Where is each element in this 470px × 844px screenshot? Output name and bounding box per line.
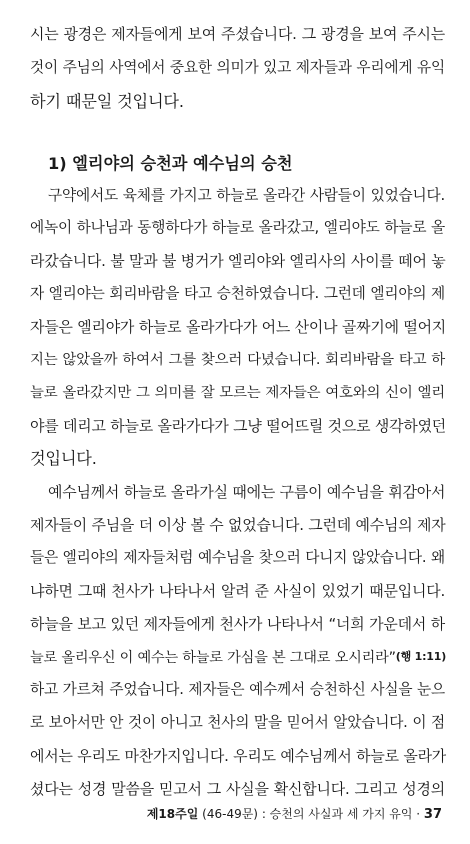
- section-heading: 1) 엘리야의 승천과 예수님의 승천: [48, 154, 293, 173]
- body-text-line: 제자들이 주님을 더 이상 볼 수 없었습니다. 그런데 예수님의 제자: [30, 516, 446, 534]
- body-text-line: 하늘을 보고 있던 제자들에게 천사가 나타나서 “너희 가운데서 하: [30, 615, 445, 633]
- body-text-line: 들은 엘리야의 제자들처럼 예수님을 찾으러 다니지 않았습니다. 왜: [30, 549, 445, 566]
- body-text-line: 자 엘리야는 회리바람을 타고 승천하였습니다. 그런데 엘리야의 제: [30, 285, 445, 302]
- body-text-line: 에녹이 하나님과 동행하다가 하늘로 올라갔고, 엘리야도 하늘로 올: [30, 219, 445, 236]
- body-text-line: 자들은 엘리야가 하늘로 올라가다가 어느 산이나 골짜기에 떨어지: [30, 318, 447, 336]
- body-text-line: 하기 때문일 것입니다.: [30, 92, 184, 111]
- body-text-line: 지는 않았을까 하여서 그를 찾으러 다녔습니다. 회리바람을 타고 하: [30, 352, 445, 368]
- body-text-line: 시는 광경은 제자들에게 보여 주셨습니다. 그 광경을 보여 주시는: [30, 25, 445, 43]
- body-text-line: 하고 가르쳐 주었습니다. 제자들은 예수께서 승천하신 사실을 눈으: [30, 681, 445, 698]
- body-text-line: 것입니다.: [30, 449, 97, 468]
- body-text-line: 셨다는 성경 말씀을 믿고서 그 사실을 확신합니다. 그리고 성경의: [30, 780, 445, 798]
- body-text-line: 것이 주님의 사역에서 중요한 의미가 있고 제자들과 우리에게 유익: [30, 59, 445, 76]
- body-text-line: 예수님께서 하늘로 올라가실 때에는 구름이 예수님을 휘감아서: [48, 483, 446, 501]
- bible-reference: (행 1:11): [395, 650, 447, 663]
- body-text-line: 로 보아서만 안 것이 아니고 천사의 말을 믿어서 알았습니다. 이 점: [30, 714, 445, 731]
- page-number: 37: [423, 807, 442, 822]
- footer-questions: (46-49문): [202, 807, 258, 821]
- body-text-line: 에서는 우리도 마찬가지입니다. 우리도 예수님께서 하늘로 올라가: [30, 747, 447, 765]
- body-text-line: 야를 데리고 하늘로 올라가다가 그냥 떨어뜨릴 것으로 생각하였던: [30, 417, 447, 435]
- body-text-line: 늘로 올라갔지만 그 의미를 잘 모르는 제자들은 여호와의 신이 엘리: [30, 385, 445, 401]
- body-text-line: 냐하면 그때 천사가 나타나서 알려 준 사실이 있었기 때문입니다.: [30, 582, 445, 600]
- footer-subtitle: : 승천의 사실과 세 가지 유익 ·: [261, 807, 421, 821]
- footer-week: 제18주일: [146, 807, 199, 821]
- body-text-segment: 늘로 올리우신 이 예수는 하늘로 가심을 본 그대로 오시리라”: [30, 650, 396, 666]
- body-text-line: 구약에서도 육체를 가지고 하늘로 올라간 사람들이 있었습니다.: [48, 187, 445, 204]
- body-text-line-with-reference: [30, 647, 445, 668]
- page-footer: [147, 806, 442, 823]
- body-text-line: 라갔습니다. 불 말과 불 병거가 엘리야와 엘리사의 사이를 떼어 놓: [30, 252, 446, 270]
